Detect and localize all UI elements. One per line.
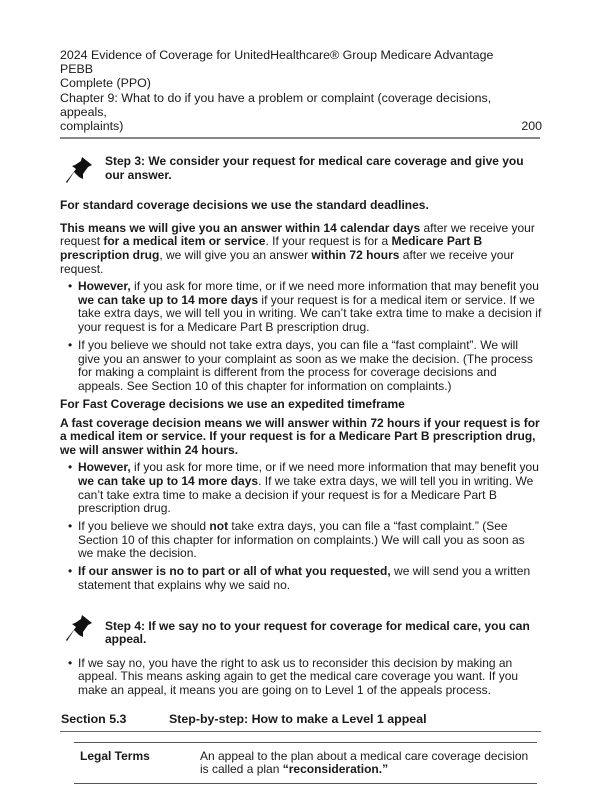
step-4 bbox=[60, 613, 540, 647]
header-line: Complete (PPO) bbox=[60, 76, 151, 91]
running-header bbox=[60, 48, 500, 133]
text-run: take extra days, you can file a “fast complaint.” (See Section 10 of this chapter for information on complaints.) We will call you as soon as we make the decision. bbox=[78, 519, 525, 561]
step-heading: Step 4: If we say no to your request for coverage for medical care, you can appeal. bbox=[105, 618, 530, 647]
list-item bbox=[60, 280, 542, 334]
header-line: Chapter 9: What to do if you have a problem or complaint (coverage decisions, appeals, bbox=[60, 90, 492, 119]
bold-text: “reconsideration.” bbox=[282, 762, 389, 777]
text-run: after we receive your request. bbox=[60, 248, 515, 276]
page-number: 200 bbox=[521, 119, 542, 134]
bold-text: not bbox=[209, 519, 229, 534]
section-heading bbox=[60, 712, 541, 732]
bold-text: However, bbox=[78, 279, 131, 294]
text-run: If you believe we should not take extra days, you can file a “fast complaint”. We will give you an answer to your complaint as soon as we make the decision. (The process for making a complaint is different from the process for coverage decisions and appeals. See Section 10 of this chapter for information on complaints.) bbox=[78, 338, 533, 393]
step-3 bbox=[60, 155, 540, 185]
list-item bbox=[60, 461, 542, 515]
fast-bullets bbox=[60, 461, 542, 592]
list-item bbox=[60, 520, 542, 561]
list-item bbox=[60, 339, 542, 393]
pushpin-icon bbox=[64, 613, 94, 643]
text-run: An appeal to the plan about a medical care coverage decision is called a plan bbox=[200, 748, 529, 777]
bold-text: within 72 hours bbox=[311, 248, 400, 262]
step4-bullets bbox=[60, 657, 542, 698]
text-run: If you believe we should bbox=[78, 519, 210, 534]
bold-text: If our answer is no to part or all of what you requested, bbox=[78, 564, 391, 579]
text-run: we will send you a written statement that explains why we said no. bbox=[78, 564, 531, 593]
standard-heading: For standard coverage decisions we use the standard deadlines. bbox=[60, 198, 429, 213]
header-line: 2024 Evidence of Coverage for UnitedHealthcare® Group Medicare Advantage PEBB bbox=[60, 48, 494, 77]
text-run: if your request is for a medical item or service. If we take extra days, we will tell you in writing. We can’t take extra time to make a decision if your request is for a Medicare Part B prescription drug. bbox=[78, 292, 542, 334]
bold-text: This means we will give you an answer within 14 calendar days bbox=[60, 220, 421, 235]
list-item bbox=[60, 565, 542, 592]
fast-heading: For Fast Coverage decisions we use an expedited timeframe bbox=[60, 396, 405, 411]
fast-paragraph: A fast coverage decision means we will answer within 72 hours if your request is for a medical item or service. If your request is for a Medicare Part B prescription drug, we will answer within 24 hours. bbox=[60, 415, 540, 457]
bold-text: we can take up to 14 more days bbox=[78, 292, 259, 307]
section-title: Step-by-step: How to make a Level 1 appeal bbox=[169, 711, 427, 726]
bold-text: for a medical item or service bbox=[103, 234, 266, 249]
header-line: complaints) bbox=[60, 119, 124, 134]
legal-terms-label: Legal Terms bbox=[80, 748, 150, 763]
text-run: if you ask for more time, or if we need more information that may benefit you bbox=[130, 279, 539, 294]
standard-section bbox=[60, 199, 542, 592]
header-rule bbox=[60, 137, 540, 139]
standard-bullets bbox=[60, 280, 542, 393]
bold-text: we can take up to 14 more days bbox=[78, 473, 259, 488]
text-run: . If we take extra days, we will tell you in writing. We can’t take extra time to make a decision if your request is for a Medicare Part B prescription drug. bbox=[78, 473, 534, 516]
text-run: if you ask for more time, or if we need more information that may benefit you bbox=[130, 460, 539, 475]
bold-text: Medicare Part B prescription drug bbox=[60, 234, 483, 262]
step4-bullets-block bbox=[60, 657, 542, 698]
pushpin-icon bbox=[64, 155, 94, 185]
bold-text: However, bbox=[78, 460, 131, 475]
step-heading: Step 3: We consider your request for medical care coverage and give you our answer. bbox=[105, 154, 524, 182]
list-item bbox=[60, 657, 542, 698]
section-number: Section 5.3 bbox=[61, 711, 127, 726]
legal-terms-table bbox=[74, 742, 537, 784]
text-run: If we say no, you have the right to ask us to reconsider this decision by making an appeal. This means asking again to get the medical care coverage you want. If you make an appeal, it means you are going on to Level 1 of the appeals process. bbox=[78, 655, 519, 698]
text-run: . If your request is for a bbox=[265, 234, 392, 249]
standard-paragraph bbox=[60, 222, 542, 276]
legal-terms-definition bbox=[200, 750, 537, 777]
text-run: , we will give you an answer bbox=[159, 248, 312, 262]
running-header-wrap bbox=[60, 48, 542, 133]
text-run: after we receive your request bbox=[60, 220, 535, 249]
